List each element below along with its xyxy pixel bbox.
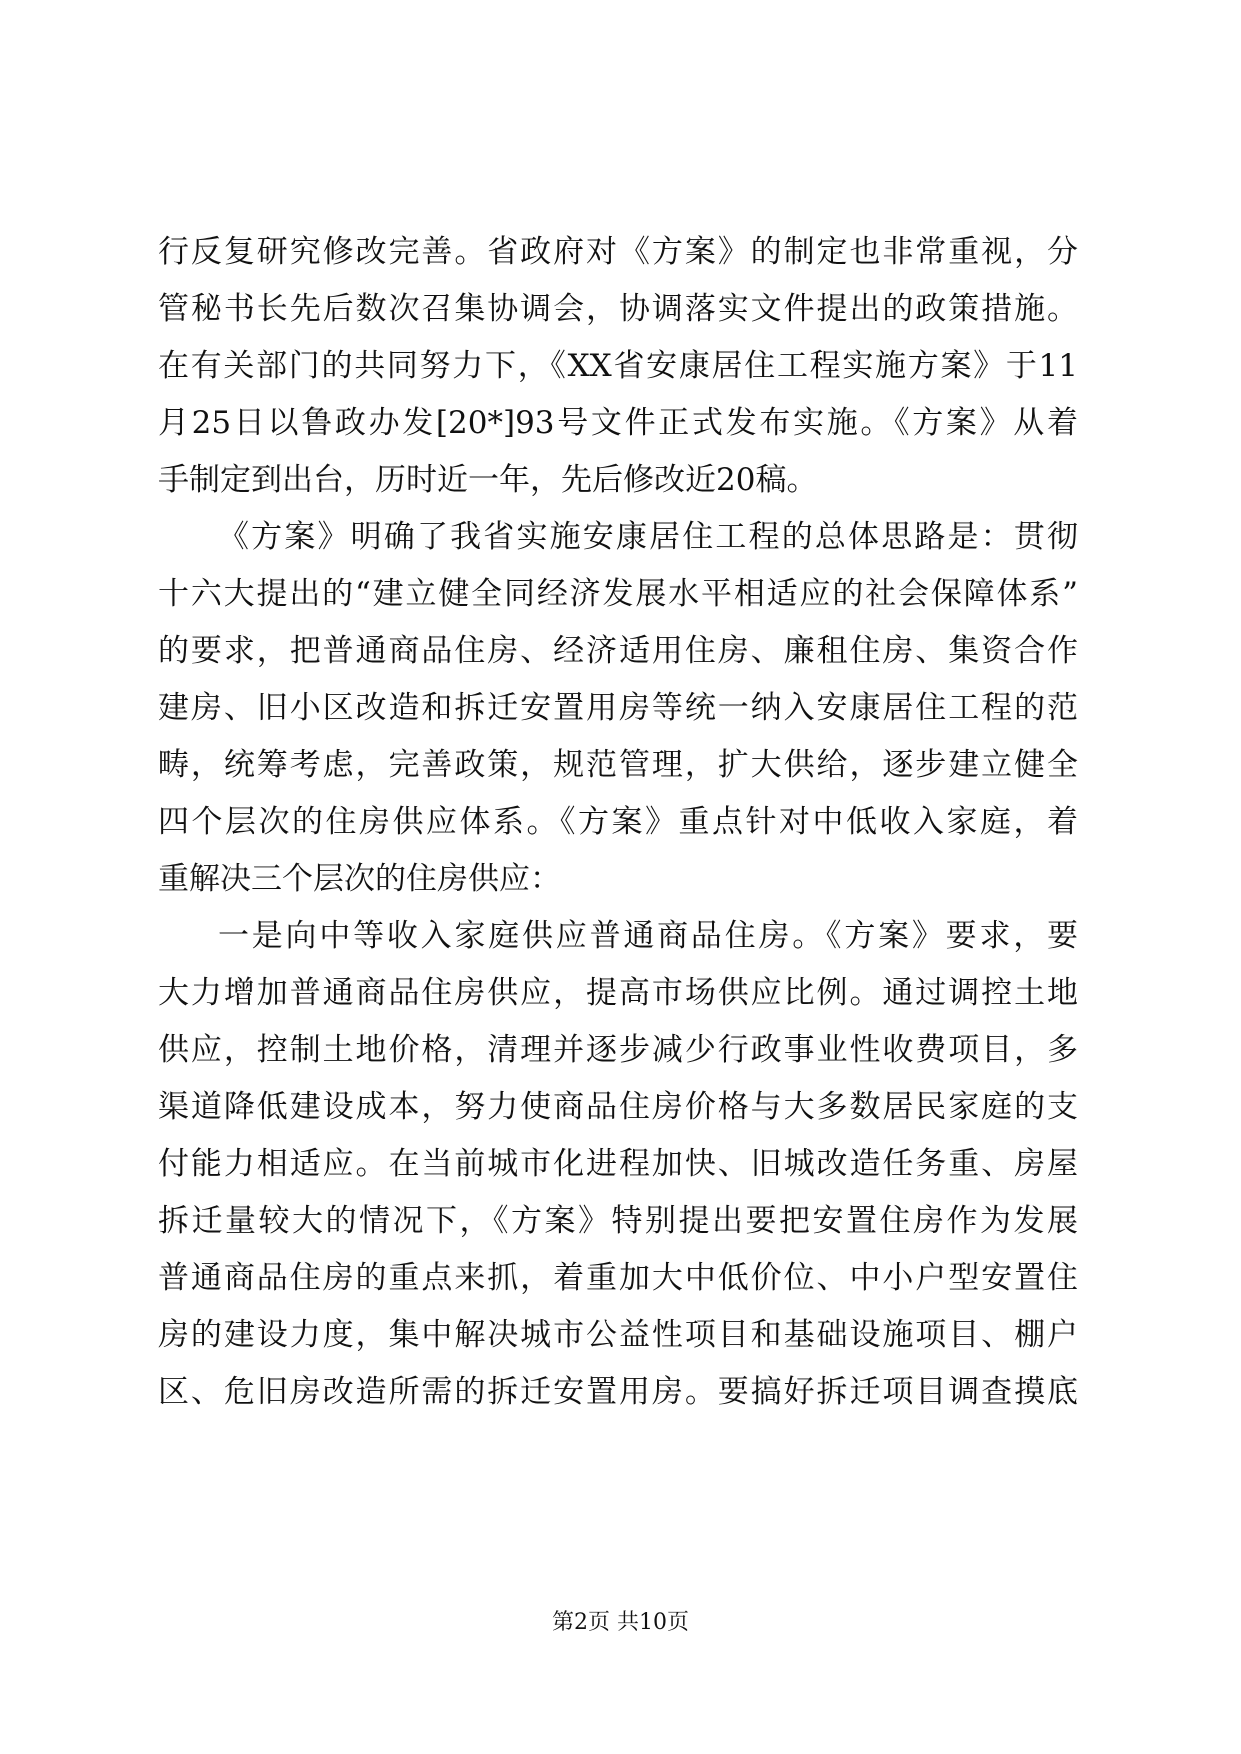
body-line: 拆迁量较大的情况下，《方案》特别提出要把安置住房作为发展 bbox=[158, 1203, 1078, 1239]
body-line: 供应，控制土地价格，清理并逐步减少行政事业性收费项目，多 bbox=[158, 1032, 1078, 1068]
body-line: 区、危旧房改造所需的拆迁安置用房。要搞好拆迁项目调查摸底 bbox=[158, 1374, 1078, 1410]
body-line: 管秘书长先后数次召集协调会，协调落实文件提出的政策措施。 bbox=[158, 291, 1078, 327]
body-line: 建房、旧小区改造和拆迁安置用房等统一纳入安康居住工程的范 bbox=[158, 690, 1078, 726]
body-line: 渠道降低建设成本，努力使商品住房价格与大多数居民家庭的支 bbox=[158, 1089, 1078, 1125]
body-line: 的要求，把普通商品住房、经济适用住房、廉租住房、集资合作 bbox=[158, 633, 1078, 669]
body-line: 四个层次的住房供应体系。《方案》重点针对中低收入家庭，着 bbox=[158, 804, 1078, 840]
body-line: 大力增加普通商品住房供应，提高市场供应比例。通过调控土地 bbox=[158, 975, 1078, 1011]
body-line: 畴，统筹考虑，完善政策，规范管理，扩大供给，逐步建立健全 bbox=[158, 747, 1078, 783]
body-line: 房的建设力度，集中解决城市公益性项目和基础设施项目、棚户 bbox=[158, 1317, 1078, 1353]
body-line: 十六大提出的“建立健全同经济发展水平相适应的社会保障体系” bbox=[158, 576, 1078, 612]
body-line: 手制定到出台，历时近一年，先后修改近20稿。 bbox=[158, 462, 818, 498]
paragraph-first-line: 《方案》明确了我省实施安康居住工程的总体思路是：贯彻 bbox=[218, 519, 1078, 555]
paragraph-first-line: 一是向中等收入家庭供应普通商品住房。《方案》要求，要 bbox=[218, 918, 1078, 954]
body-line: 普通商品住房的重点来抓，着重加大中低价位、中小户型安置住 bbox=[158, 1260, 1078, 1296]
body-line: 付能力相适应。在当前城市化进程加快、旧城改造任务重、房屋 bbox=[158, 1146, 1078, 1182]
body-line: 重解决三个层次的住房供应： bbox=[158, 861, 561, 897]
body-line: 在有关部门的共同努力下，《XX省安康居住工程实施方案》于11 bbox=[158, 348, 1078, 384]
page-number-footer: 第2页 共10页 bbox=[552, 1610, 689, 1635]
body-line: 月25日以鲁政办发[20*]93号文件正式发布实施。《方案》从着 bbox=[158, 405, 1078, 441]
body-line: 行反复研究修改完善。省政府对《方案》的制定也非常重视，分 bbox=[158, 234, 1078, 270]
